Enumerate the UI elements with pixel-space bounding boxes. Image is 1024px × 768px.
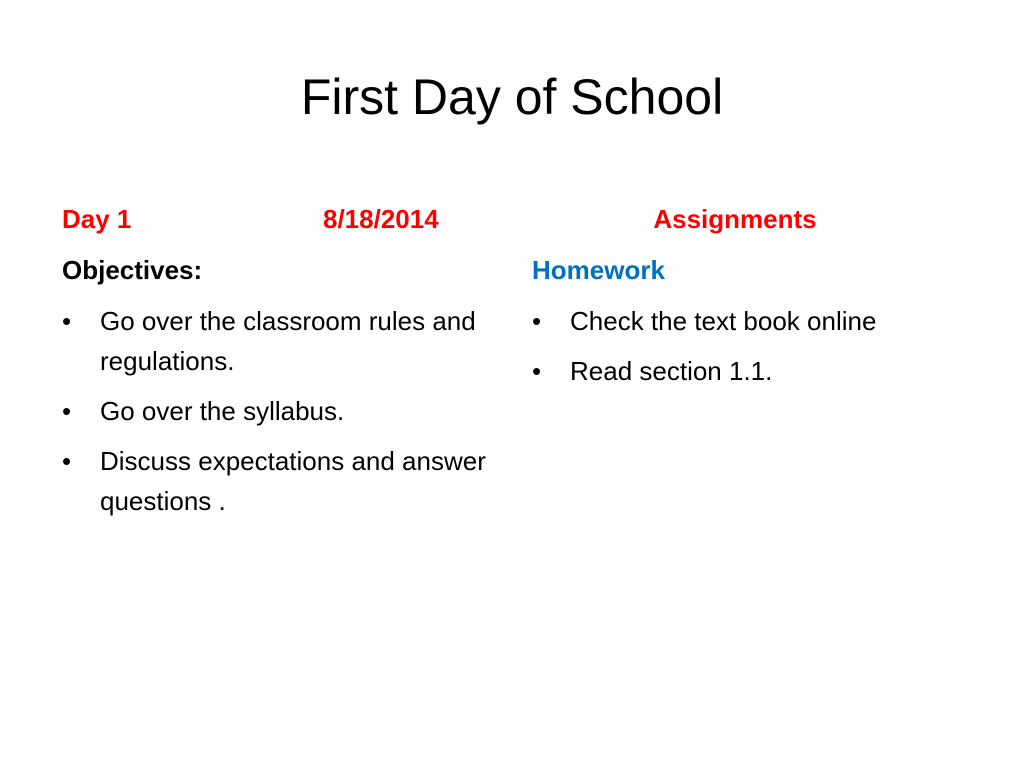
list-item bbox=[62, 441, 502, 521]
list-item bbox=[62, 301, 502, 381]
bullet-icon: • bbox=[532, 356, 542, 386]
list-item-text: Read section 1.1. bbox=[570, 356, 773, 386]
homework-heading: Homework bbox=[532, 255, 665, 285]
bullet-icon: • bbox=[62, 396, 72, 426]
date-label: 8/18/2014 bbox=[323, 204, 439, 234]
day-label: Day 1 bbox=[62, 204, 132, 234]
bullet-icon: • bbox=[62, 306, 72, 336]
list-item-text: Go over the classroom rules and regulations. bbox=[100, 306, 476, 376]
homework-list bbox=[532, 301, 992, 401]
list-item-text: Discuss expectations and answer questions . bbox=[100, 446, 486, 516]
list-item-text: Check the text book online bbox=[570, 306, 877, 336]
objectives-heading: Objectives: bbox=[62, 255, 203, 285]
bullet-icon: • bbox=[532, 306, 542, 336]
objectives-list bbox=[62, 301, 502, 531]
slide-title: First Day of School bbox=[300, 69, 724, 125]
list-item bbox=[532, 301, 992, 341]
assignments-heading: Assignments bbox=[653, 204, 817, 234]
bullet-icon: • bbox=[62, 446, 72, 476]
list-item bbox=[532, 351, 992, 391]
list-item-text: Go over the syllabus. bbox=[100, 396, 345, 426]
list-item bbox=[62, 391, 502, 431]
